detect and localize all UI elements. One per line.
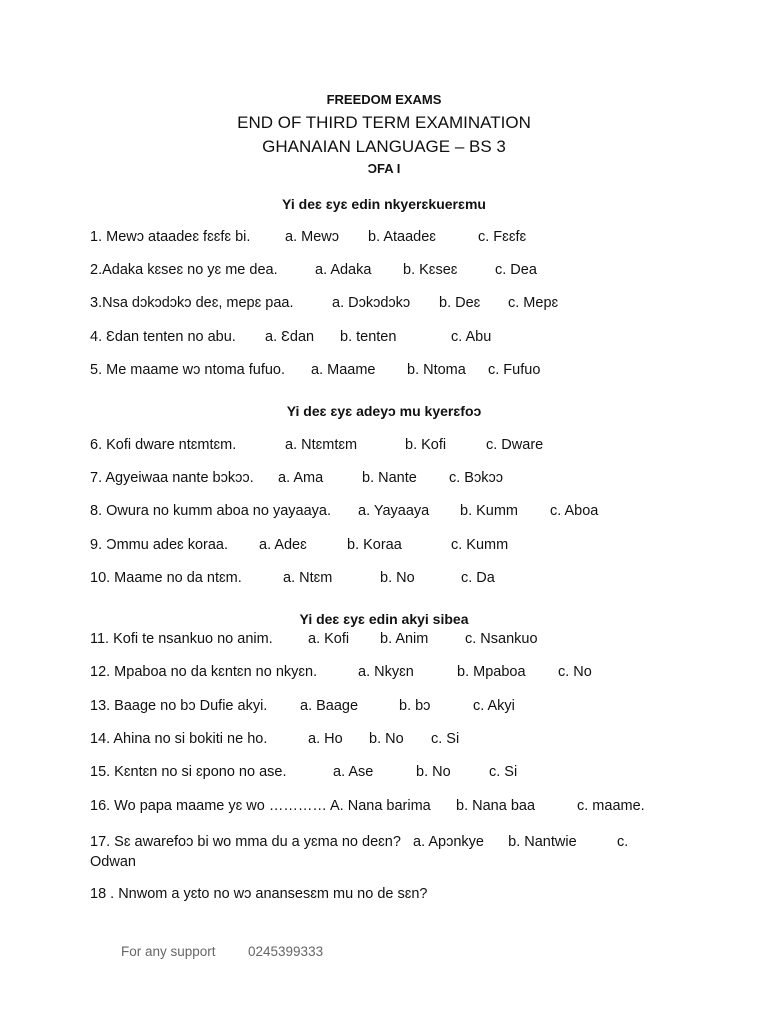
option-c: c. Si (431, 731, 460, 747)
section-heading-adverbs: Yi deɛ ɛyɛ adeyɔ mu kyerɛfoɔ (286, 403, 482, 419)
question-text: 7. Agyeiwaa nante bɔkɔɔ. (90, 470, 254, 486)
exam-title: END OF THIRD TERM EXAMINATION (237, 113, 531, 132)
option-b: b. Ntoma (407, 362, 466, 378)
question-text: 6. Kofi dware ntɛmtɛm. (90, 437, 237, 453)
option-b: b. Kɛseɛ (403, 262, 458, 278)
question-15 (90, 764, 517, 780)
class-label: ƆFA I (367, 161, 401, 176)
question-3 (90, 295, 558, 311)
option-c: c. Mepɛ (508, 295, 559, 311)
question-18 (90, 886, 428, 902)
option-c: c. Dware (486, 437, 544, 453)
option-c: c. No (558, 664, 592, 680)
question-7 (90, 470, 503, 486)
option-a: a. Ama (278, 470, 324, 486)
option-a: a. Ɛdan (265, 329, 315, 345)
option-a: a. Ase (333, 764, 374, 780)
option-c: c. Aboa (550, 503, 599, 519)
support-phone[interactable]: 0245399333 (248, 944, 324, 959)
question-11 (90, 631, 538, 647)
option-c: c. Nsankuo (465, 631, 538, 647)
option-a: a. Apɔnkye (413, 834, 484, 850)
question-9 (90, 537, 508, 553)
option-b: b. Deɛ (439, 295, 481, 311)
question-text: 9. Ɔmmu adeɛ koraa. (90, 537, 229, 553)
option-c: c. maame. (577, 798, 645, 814)
option-a: a. Yayaaya (358, 503, 430, 519)
question-1 (90, 229, 526, 245)
option-b: b. Ataadeɛ (368, 229, 436, 245)
question-13 (90, 698, 515, 714)
option-a: a. Dɔkɔdɔkɔ (332, 295, 411, 311)
question-text: 16. Wo papa maame yɛ wo ………… (90, 798, 327, 814)
option-a: A. Nana barima (330, 798, 431, 814)
school-name: FREEDOM EXAMS (326, 92, 442, 107)
question-text: 17. Sɛ awarefoɔ bi wo mma du a yɛma no deɛn? (90, 834, 401, 850)
question-4 (90, 329, 491, 345)
option-b: b. Kofi (405, 437, 447, 453)
option-c: c. Kumm (451, 537, 509, 553)
question-text: 3.Nsa dɔkɔdɔkɔ deɛ, mepɛ paa. (90, 295, 294, 311)
option-b: b. Anim (380, 631, 429, 647)
question-5 (90, 362, 540, 378)
option-c: c. Fɛɛfɛ (478, 229, 527, 245)
option-c: c. Akyi (473, 698, 515, 714)
option-a: a. Nkyɛn (358, 664, 414, 680)
option-a: a. Ntɛm (283, 570, 333, 586)
question-2 (90, 262, 537, 278)
question-text: 1. Mewɔ ataadeɛ fɛɛfɛ bi. (90, 229, 251, 245)
option-b: b. Nante (362, 470, 417, 486)
option-b: b. No (369, 731, 404, 747)
question-text: 12. Mpaboa no da kɛntɛn no nkyɛn. (90, 664, 318, 680)
option-a: a. Mewɔ (285, 229, 339, 245)
option-a: a. Ntɛmtɛm (285, 437, 358, 453)
option-a: a. Maame (311, 362, 376, 378)
question-text: 13. Baage no bɔ Dufie akyi. (90, 698, 268, 714)
support-footer (121, 944, 323, 959)
question-text: 5. Me maame wɔ ntoma fufuo. (90, 362, 286, 378)
option-b: b. No (416, 764, 451, 780)
question-10 (90, 570, 495, 586)
question-text: 10. Maame no da ntɛm. (90, 570, 242, 586)
option-b: b. Nantwie (508, 834, 577, 850)
subject-title: GHANAIAN LANGUAGE – BS 3 (262, 137, 506, 156)
question-text: 15. Kɛntɛn no si ɛpono no ase. (90, 764, 287, 780)
question-text: 8. Owura no kumm aboa no yayaaya. (90, 503, 331, 519)
option-a: a. Adeɛ (259, 537, 307, 553)
option-a: a. Baage (300, 698, 359, 714)
option-b: b. Kumm (460, 503, 519, 519)
option-c: c. Da (461, 570, 495, 586)
option-b: b. Mpaboa (457, 664, 526, 680)
option-b: b. bɔ (399, 698, 431, 714)
question-16 (90, 798, 645, 814)
question-14 (90, 731, 459, 747)
option-c: c. Odwan (90, 834, 629, 870)
section-heading-postpositions: Yi deɛ ɛyɛ edin akyi sibea (299, 611, 469, 627)
option-a: a. Kofi (308, 631, 350, 647)
question-12 (90, 664, 592, 680)
question-text: 14. Ahina no si bokiti ne ho. (90, 731, 268, 747)
option-c: c. Abu (451, 329, 492, 345)
support-label: For any support (121, 944, 216, 959)
option-b: b. Nana baa (456, 798, 536, 814)
option-c: c. Fufuo (488, 362, 541, 378)
option-b: b. Koraa (347, 537, 402, 553)
question-8 (90, 503, 598, 519)
question-text: 18 . Nnwom a yɛto no wɔ anansesɛm mu no de sɛn? (90, 886, 428, 902)
question-text: 4. Ɛdan tenten no abu. (90, 329, 236, 345)
section-heading-nouns: Yi deɛ ɛyɛ edin nkyerɛkuerɛmu (282, 196, 486, 212)
option-b: b. No (380, 570, 415, 586)
option-a: a. Ho (308, 731, 343, 747)
question-text: 2.Adaka kɛseɛ no yɛ me dea. (90, 262, 278, 278)
question-17 (90, 832, 650, 872)
option-c: c. Si (489, 764, 518, 780)
option-a: a. Adaka (315, 262, 372, 278)
option-b: b. tenten (340, 329, 397, 345)
option-c: c. Dea (495, 262, 537, 278)
option-c: c. Bɔkɔɔ (449, 470, 503, 486)
question-text: 11. Kofi te nsankuo no anim. (90, 631, 273, 647)
question-6 (90, 437, 543, 453)
